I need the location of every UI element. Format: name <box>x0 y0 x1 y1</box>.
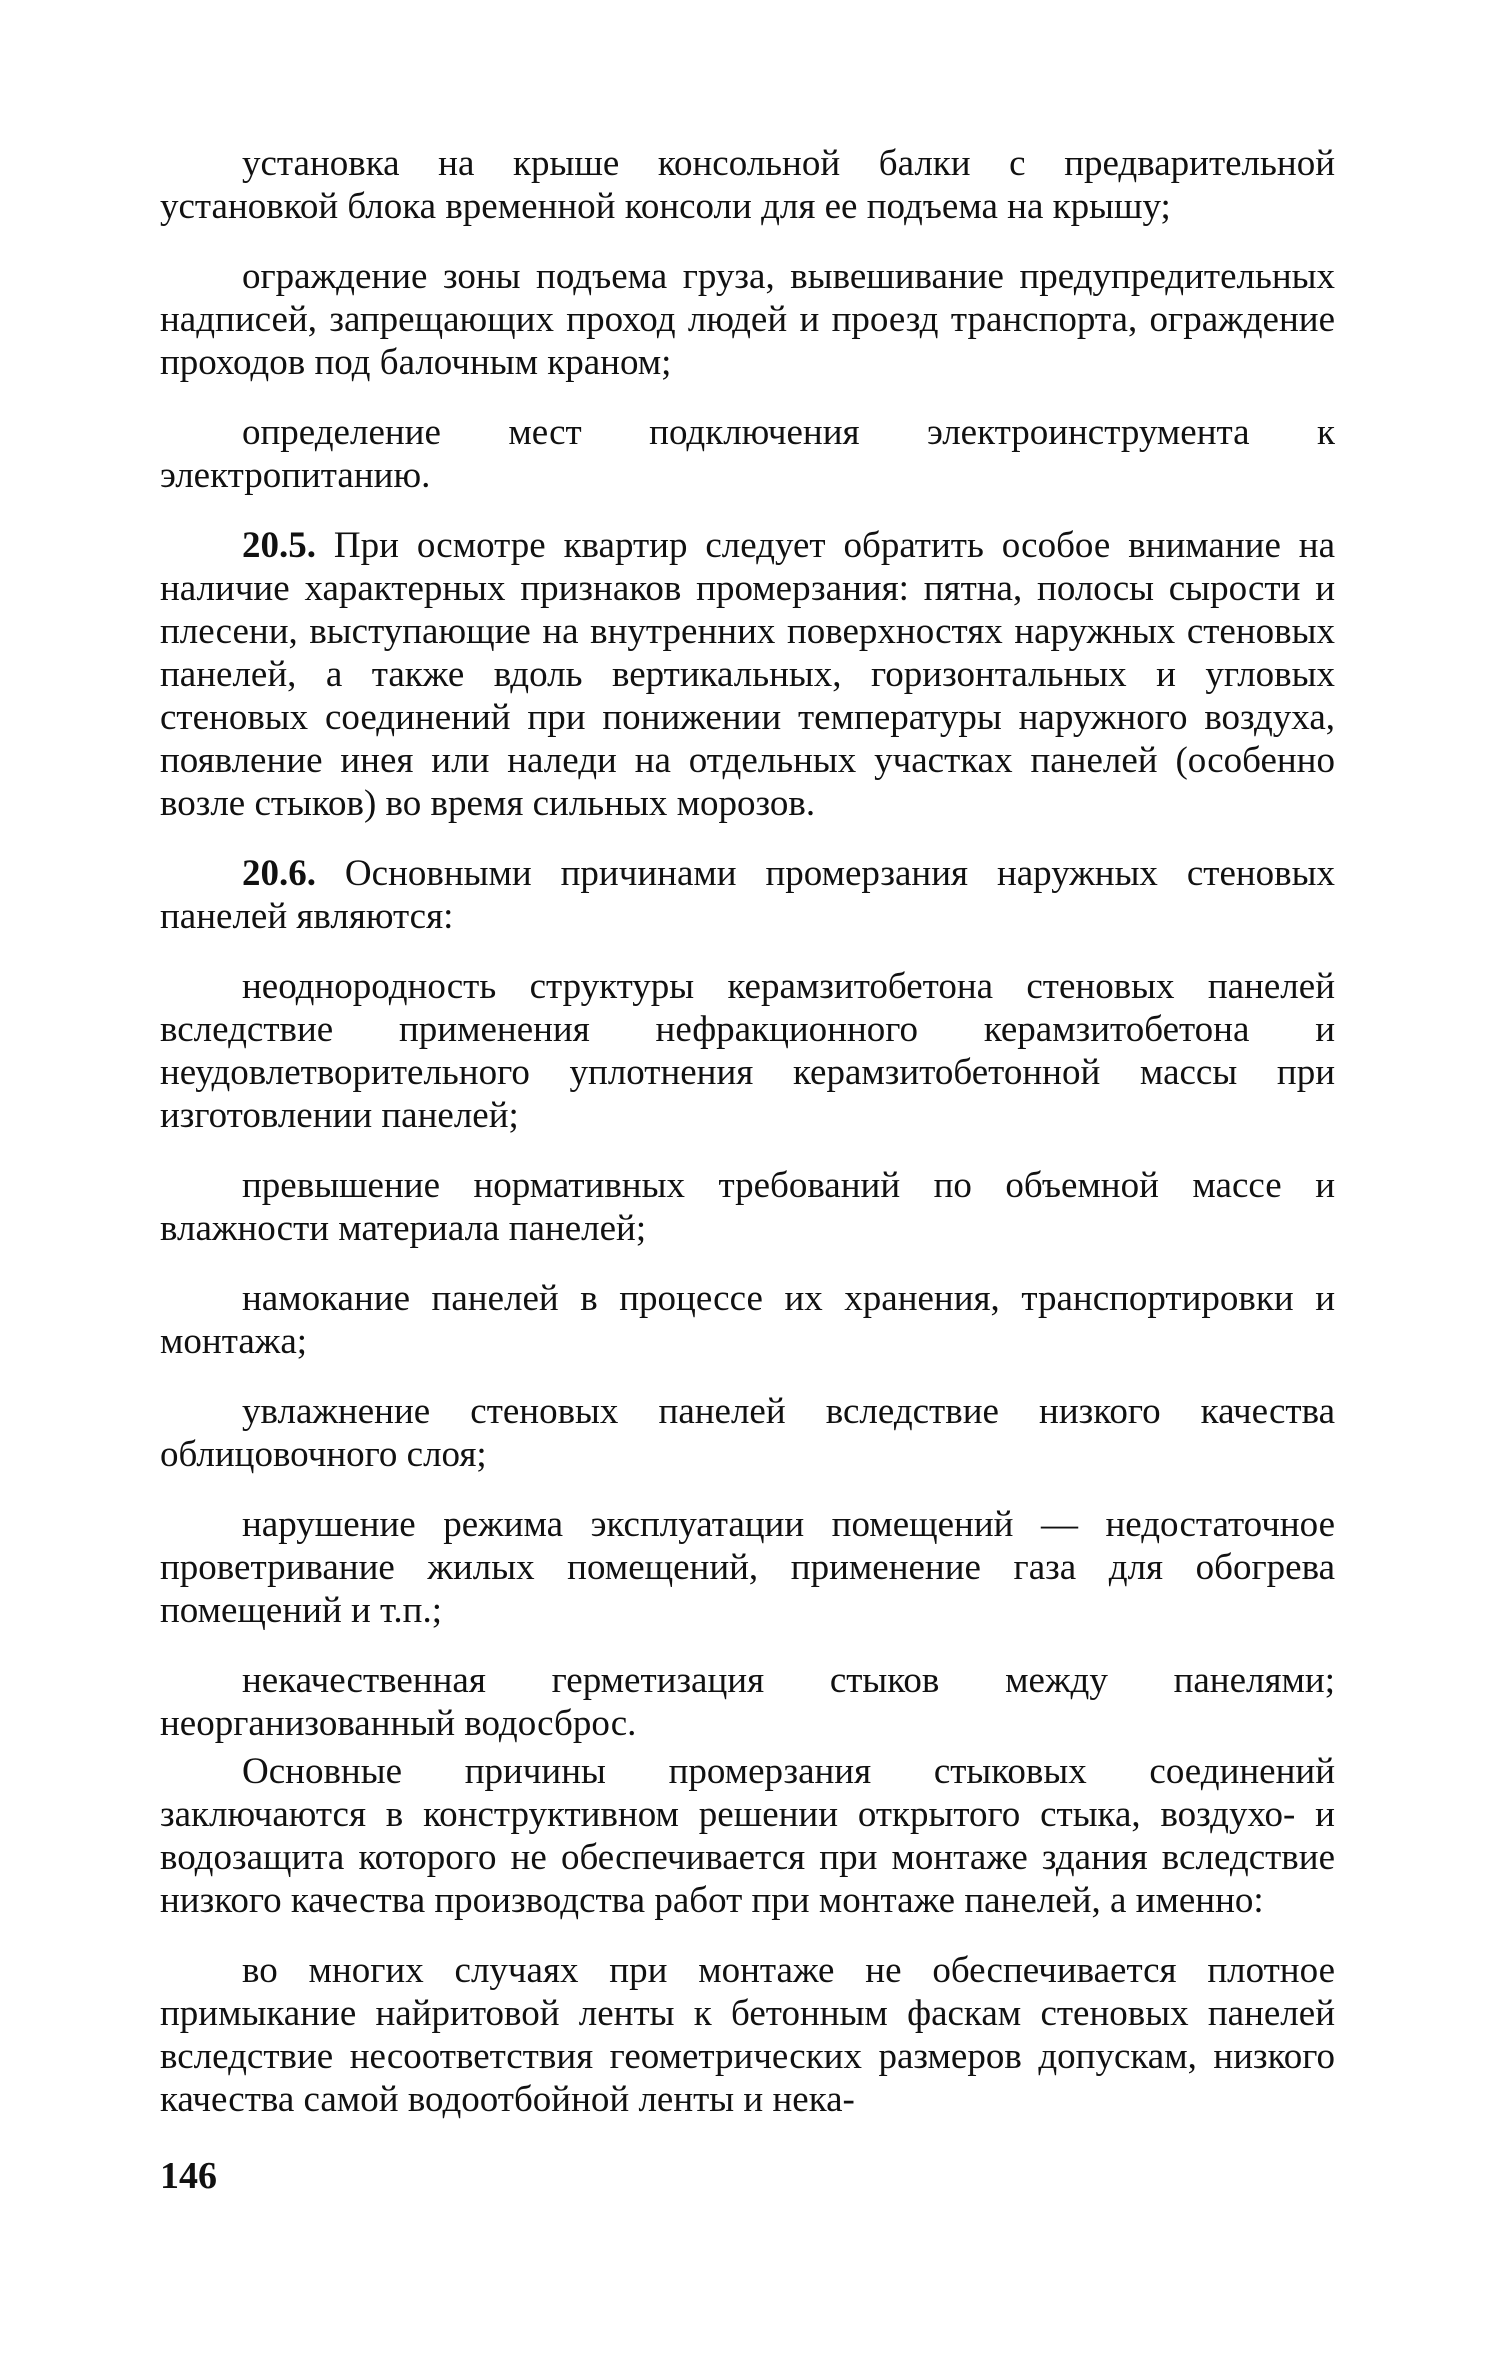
text-column <box>160 142 1335 2148</box>
paragraph-20-6 <box>160 852 1335 938</box>
page-number: 146 <box>160 2155 217 2197</box>
paragraph-density-excess <box>160 1164 1335 1250</box>
paragraph-text: увлажнение стеновых панелей вследствие низкого качества облицовочного слоя; <box>160 1391 1335 1475</box>
paragraph-text: определение мест подключения электроинструмента к электропитанию. <box>160 412 1335 496</box>
paragraph-text: неоднородность структуры керамзитобетона стеновых панелей вследствие применения нефракционного керамзитобетона и неудовлетворительного уплотнения керамзитобетонной массы при изготовлении панелей; <box>160 966 1335 1136</box>
paragraph-roof-console-beam <box>160 142 1335 228</box>
paragraph-joint-freezing-causes <box>160 1750 1335 1922</box>
paragraph-joint-sealing <box>160 1659 1335 1745</box>
paragraph-text: намокание панелей в процессе их хранения, транспортировки и монтажа; <box>160 1278 1335 1362</box>
paragraph-claydite-heterogeneity <box>160 965 1335 1137</box>
paragraph-operation-violation <box>160 1503 1335 1632</box>
paragraph-text: Основными причинами промерзания наружных стеновых панелей являются: <box>160 853 1335 937</box>
paragraph-20-5 <box>160 524 1335 825</box>
section-number: 20.5. <box>242 525 316 566</box>
paragraph-text: некачественная герметизация стыков между панелями; неорганизованный водосброс. <box>160 1660 1335 1744</box>
paragraph-text: При осмотре квартир следует обратить особое внимание на наличие характерных признаков промерзания: пятна, полосы сырости и плесени, выступающие на внутренних поверхностях наружных стеновых панелей, а также вдоль вертикальных, горизонтальных и угловых стеновых соединений при понижении температуры наружного воздуха, появление инея или наледи на отдельных участках панелей (особенно возле стыков) во время сильных морозов. <box>160 525 1336 824</box>
paragraph-panel-wetting <box>160 1277 1335 1363</box>
paragraph-facing-layer <box>160 1390 1335 1476</box>
paragraph-power-connection <box>160 411 1335 497</box>
section-number: 20.6. <box>242 853 316 894</box>
paragraph-text: установка на крыше консольной балки с предварительной установкой блока временной консоли для ее подъема на крышу; <box>160 143 1335 227</box>
paragraph-text: Основные причины промерзания стыковых соединений заключаются в конструктивном решении открытого стыка, воздухо- и водозащита которого не обеспечивается при монтаже здания вследствие низкого качества производства работ при монтаже панелей, а именно: <box>160 1751 1335 1921</box>
paragraph-neoprene-tape <box>160 1949 1335 2121</box>
paragraph-lifting-zone-fencing <box>160 255 1335 384</box>
paragraph-text: нарушение режима эксплуатации помещений — недостаточное проветривание жилых помещений, применение газа для обогрева помещений и т.п.; <box>160 1504 1335 1631</box>
paragraph-text: ограждение зоны подъема груза, вывешивание предупредительных надписей, запрещающих проход людей и проезд транспорта, ограждение проходов под балочным краном; <box>160 256 1335 383</box>
paragraph-text: во многих случаях при монтаже не обеспечивается плотное примыкание найритовой ленты к бетонным фаскам стеновых панелей вследствие несоответствия геометрических размеров допускам, низкого качества самой водоотбойной ленты и нека- <box>160 1950 1335 2120</box>
paragraph-text: превышение нормативных требований по объемной массе и влажности материала панелей; <box>160 1165 1335 1249</box>
